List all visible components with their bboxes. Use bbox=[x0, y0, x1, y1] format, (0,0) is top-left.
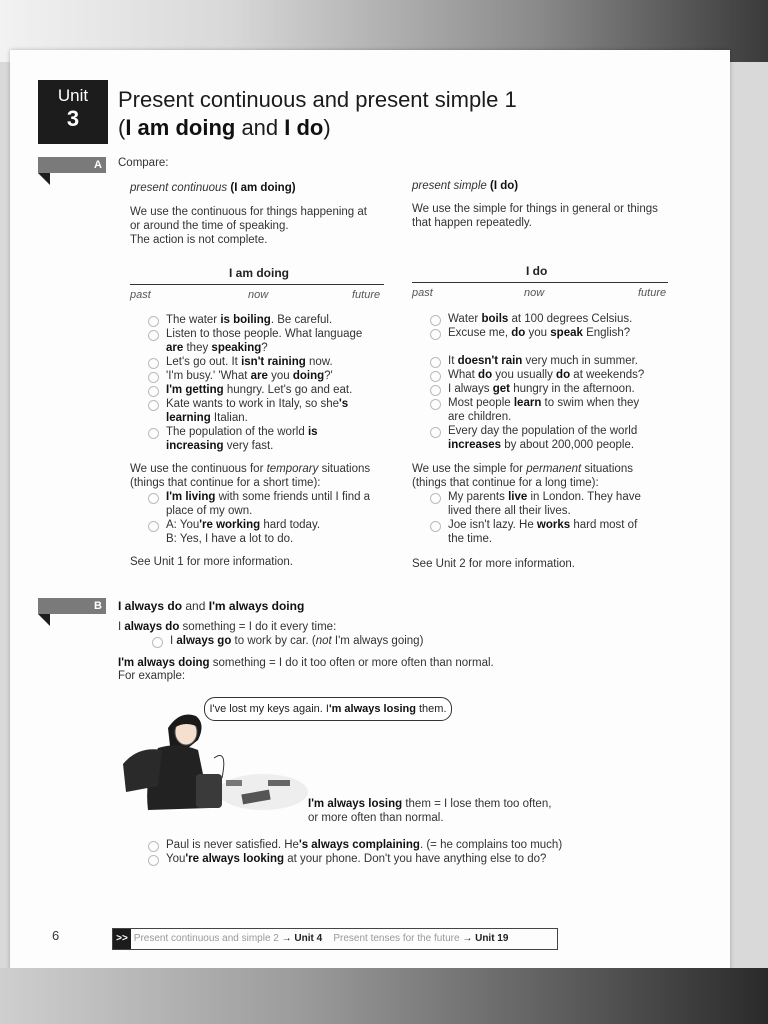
list-item: the time. bbox=[448, 533, 493, 545]
list-item: You're always looking at your phone. Don't you have anything else to do? bbox=[146, 852, 586, 866]
section-a-corner bbox=[38, 173, 50, 185]
speech-bubble: I've lost my keys again. I'm always losing them. bbox=[204, 697, 452, 721]
for-example-label: For example: bbox=[118, 670, 186, 682]
right-description: We use the simple for things in general or things that happen repeatedly. bbox=[412, 203, 658, 229]
list-item: increases by about 200,000 people. bbox=[448, 439, 635, 451]
list-item: B: Yes, I have a lot to do. bbox=[166, 533, 294, 545]
compare-label: Compare: bbox=[118, 157, 169, 169]
always-go-example: I always go to work by car. (not I'm always going) bbox=[150, 634, 768, 648]
unit-badge bbox=[38, 80, 108, 144]
permanent-note: We use the simple for permanent situations (things that continue for a long time): bbox=[412, 463, 633, 489]
always-losing-explanation: I'm always losing them = I lose them too often, or more often than normal. bbox=[308, 798, 552, 824]
right-past: past bbox=[412, 287, 433, 299]
unit-label: Unit bbox=[57, 86, 89, 105]
section-b-tab: B bbox=[38, 598, 106, 614]
right-timeline bbox=[412, 282, 668, 283]
left-timeline bbox=[130, 284, 384, 285]
right-now: now bbox=[524, 287, 545, 299]
list-item: Let's go out. It isn't raining now. bbox=[146, 355, 396, 369]
xref-link-unit4[interactable]: Present continuous and simple 2 → Unit 4 bbox=[133, 933, 323, 944]
right-heading: present simple (I do) bbox=[412, 180, 519, 192]
unit-number: 3 bbox=[66, 106, 80, 131]
right-see-more: See Unit 2 for more information. bbox=[412, 558, 575, 570]
title-line2: (I am doing and I do) bbox=[118, 115, 331, 140]
list-item: I'm living with some friends until I find a bbox=[146, 490, 396, 504]
spacer bbox=[428, 340, 688, 354]
cross-reference-icon: >> bbox=[113, 929, 131, 949]
left-past: past bbox=[130, 289, 151, 301]
page-number: 6 bbox=[52, 928, 60, 943]
left-see-more: See Unit 1 for more information. bbox=[130, 556, 293, 568]
list-item: It doesn't rain very much in summer. bbox=[428, 354, 688, 368]
list-item: Water boils at 100 degrees Celsius. bbox=[428, 312, 688, 326]
list-item: The population of the world is bbox=[146, 425, 396, 439]
section-b-heading: I always do and I'm always doing bbox=[118, 599, 305, 613]
list-item: Kate wants to work in Italy, so she's bbox=[146, 397, 396, 411]
list-item: The water is boiling. Be careful. bbox=[146, 313, 396, 327]
list-item: are children. bbox=[448, 411, 512, 423]
always-doing-definition: I'm always doing something = I do it too often or more often than normal. bbox=[118, 657, 494, 669]
temporary-note: We use the continuous for temporary situations (things that continue for a short time): bbox=[130, 463, 371, 489]
list-item: I always get hungry in the afternoon. bbox=[428, 382, 688, 396]
right-future: future bbox=[638, 287, 667, 299]
list-item: My parents live in London. They have bbox=[428, 490, 688, 504]
list-item: Listen to those people. What language bbox=[146, 327, 396, 341]
right-examples bbox=[428, 312, 688, 452]
left-heading: present continuous (I am doing) bbox=[130, 182, 296, 194]
temporary-examples bbox=[146, 490, 396, 546]
list-item: place of my own. bbox=[166, 505, 253, 517]
left-description: We use the continuous for things happening at or around the time of speaking. The action is not complete. bbox=[130, 206, 367, 246]
left-examples bbox=[146, 313, 396, 453]
list-item: What do you usually do at weekends? bbox=[428, 368, 688, 382]
list-item: Most people learn to swim when they bbox=[428, 396, 688, 410]
list-item: increasing very fast. bbox=[166, 440, 274, 452]
list-item: are they speaking? bbox=[166, 342, 268, 354]
list-item: Every day the population of the world bbox=[428, 424, 688, 438]
section-a-tab: A bbox=[38, 157, 106, 173]
list-item: Joe isn't lazy. He works hard most of bbox=[428, 518, 688, 532]
section-b-examples bbox=[146, 838, 586, 866]
list-item: Excuse me, do you speak English? bbox=[428, 326, 688, 340]
permanent-examples bbox=[428, 490, 688, 546]
list-item: I'm getting hungry. Let's go and eat. bbox=[146, 383, 396, 397]
section-b-corner bbox=[38, 614, 50, 626]
left-future: future bbox=[352, 289, 381, 301]
xref-link-unit19[interactable]: Present tenses for the future → Unit 19 bbox=[333, 933, 509, 944]
cross-reference-bar bbox=[112, 928, 558, 950]
list-item: learning Italian. bbox=[166, 412, 248, 424]
always-do-definition: I always do something = I do it every time: bbox=[118, 621, 337, 633]
list-item: 'I'm busy.' 'What are you doing?' bbox=[146, 369, 396, 383]
title-line1: Present continuous and present simple 1 bbox=[118, 87, 517, 112]
list-item: Paul is never satisfied. He's always complaining. (= he complains too much) bbox=[146, 838, 586, 852]
left-timeline-label: I am doing bbox=[229, 266, 289, 280]
list-item: lived there all their lives. bbox=[448, 505, 571, 517]
list-item: A: You're working hard today. bbox=[146, 518, 396, 532]
scan-edge-bottom bbox=[0, 968, 768, 1024]
page-title bbox=[118, 86, 517, 142]
left-now: now bbox=[248, 289, 269, 301]
right-timeline-label: I do bbox=[526, 264, 548, 278]
